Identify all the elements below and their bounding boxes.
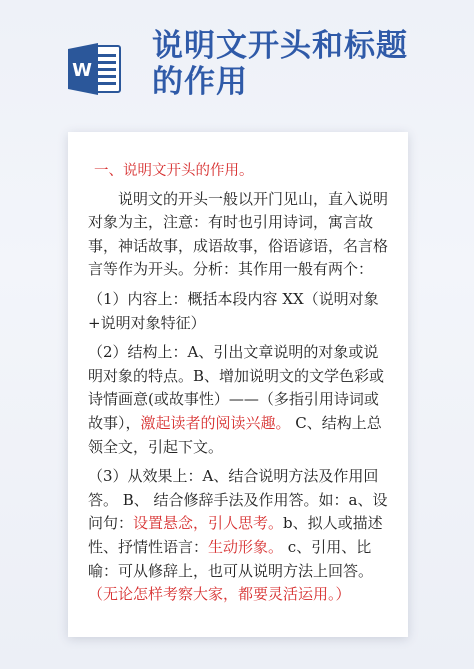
document-body — [88, 160, 393, 607]
effect-text-b: b、拟人或描述性、抒情性语言： — [88, 514, 383, 556]
paragraph-structure — [88, 341, 393, 459]
structure-text-b: C、结构上总领全文，引起下文。 — [88, 413, 382, 456]
effect-highlight-3: （无论怎样考察大家，都要灵活运用。） — [88, 585, 351, 604]
effect-text-a: （3）从效果上：A、结合说明方法及作用回答。 B、 结合修辞手法及作用答。如：a、设问句： — [88, 467, 388, 533]
title-line-1: 说明文开头和标题 — [152, 28, 408, 64]
document-page — [68, 132, 408, 637]
word-icon — [66, 40, 124, 98]
svg-text:W: W — [72, 60, 92, 81]
paragraph-intro: 说明文的开头一般以开门见山，直入说明对象为主，注意：有时也引用诗词，寓言故事，神话故事，成语故事，俗语谚语，名言格言等作为开头。分析：其作用一般有两个： — [88, 189, 389, 279]
title-line-2: 的作用 — [152, 64, 248, 100]
paragraph-effect — [88, 465, 393, 607]
structure-highlight: 激起读者的阅读兴趣。 — [140, 413, 291, 432]
structure-text-a: （2）结构上：A、引出文章说明的对象或说明对象的特点。B、增加说明文的文学色彩或诗情画意(或故事性）——（多指引用诗词或故事）， — [88, 343, 385, 432]
page-title — [152, 28, 452, 100]
header — [0, 0, 474, 120]
section-heading: 一、说明文开头的作用。 — [94, 163, 254, 179]
effect-text-c: c、引用、比喻：可从修辞上，也可从说明方法上回答。 — [88, 537, 374, 580]
effect-highlight-2: 生动形象。 — [208, 537, 284, 556]
effect-highlight-1: 设置悬念，引人思考。 — [133, 514, 284, 533]
paragraph-content: （1）内容上：概括本段内容 XX（说明对象+说明对象特征） — [88, 289, 379, 332]
